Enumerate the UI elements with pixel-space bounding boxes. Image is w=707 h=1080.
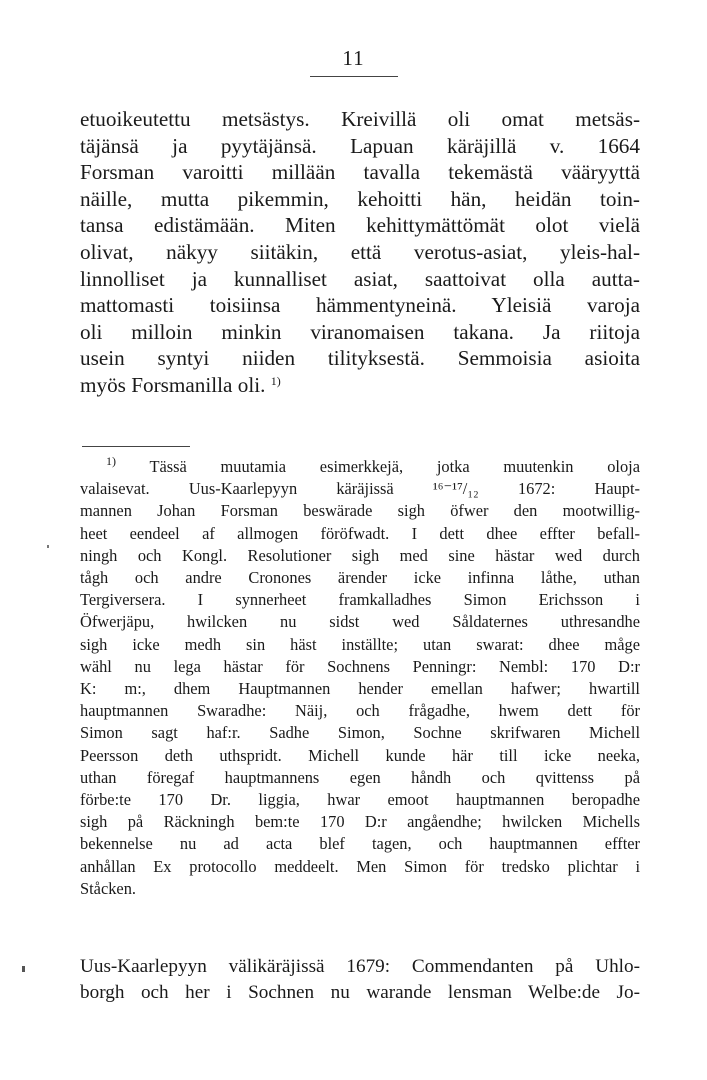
footnote-line: K: m:, dhem Hauptmannen hender emellan hafwer; hwartill [80,679,640,699]
footnote-line: bekennelse nu ad acta blef tagen, och hauptmannen effter [80,834,640,854]
margin-mark [47,545,49,548]
body-line: Forsman varoitti millään tavalla tekemästä vääryyttä [80,160,640,185]
footnote-line: anhållan Ex protocollo meddeelt. Men Simon för tredsko plichtar i [80,856,640,876]
main-paragraph [80,106,640,399]
body-line: tansa edistämään. Miten kehittymättömät olot vielä [80,213,640,238]
footnote-reference: 1) [270,373,281,388]
footnote-last-line: Ståcken. [80,878,136,898]
footnote-line: tågh och andre Cronones ärender icke infinna låthe, uthan [80,568,640,588]
lower-paragraph [80,954,640,1007]
footnote-rule [82,446,190,447]
page-number: 11 [342,46,365,70]
footnote-line: förbe:te 170 Dr. liggia, hwar emoot hauptmannen beropadhe [80,790,640,810]
body-line: mattomasti toisiinsa hämmentyneinä. Yleisiä varoja [80,293,640,318]
header-rule [310,76,398,77]
body-last-line-text: myös Forsmanilla oli. [80,372,266,397]
body-line: oli milloin minkin viranomaisen takana. Ja riitoja [80,319,640,344]
body-line: täjänsä ja pyytäjänsä. Lapuan käräjillä v. 1664 [80,133,640,158]
footnote-line: Tergiversera. I synnerheet framkalladhes Simon Erichsson i [80,590,640,610]
footnote-first-line [80,456,640,478]
body-line: näille, mutta pikemmin, kehoitti hän, heidän toin- [80,186,640,211]
margin-mark [22,966,25,972]
body-line: etuoikeutettu metsästys. Kreivillä oli omat metsäs- [80,107,640,131]
footnote-marker: 1) [106,454,116,468]
footnote-block [80,456,640,900]
footnote-line: ningh och Kongl. Resolutioner sigh med sine hästar wed durch [80,545,640,565]
lower-line: borgh och her i Sochnen nu warande lensman Welbe:de Jo- [80,982,640,1004]
footnote-first-line-text: Tässä muutamia esimerkkejä, jotka muutenkin oloja [149,457,640,476]
body-line: olivat, näkyy siitäkin, että verotus-asiat, yleis-hal- [80,239,640,264]
body-line: usein syntyi niiden tilityksestä. Semmoisia asioita [80,346,640,371]
body-last-line [80,372,640,399]
footnote-line: valaisevat. Uus-Kaarlepyyn käräjissä ¹⁶⁻¹⁷/₁₂ 1672: Haupt- [80,479,640,499]
footnote-line: uthan föregaf hauptmannens egen håndh och qvittenss på [80,767,640,787]
footnote-line: Öfwerjäpu, hwilcken nu sidst wed Såldaternes uthresandhe [80,612,640,632]
footnote-line: heet eendeel af allmogen föröfwadt. I dett dhee effter befall- [80,523,640,543]
footnote-line: sigh icke medh sin häst inställte; utan swarat: dhee måge [80,634,640,654]
footnote-line: hauptmannen Swaradhe: Näij, och frågadhe, hwem dett för [80,701,640,721]
footnote-line: Simon sagt haf:r. Sadhe Simon, Sochne skrifwaren Michell [80,723,640,743]
footnote-line: mannen Johan Forsman beswärade sigh öfwer den mootwillig- [80,501,640,521]
body-line: linnolliset ja kunnalliset asiat, saattoivat olla autta- [80,266,640,291]
footnote-line: wähl nu lega hästar för Sochnens Penningr: Nembl: 170 D:r [80,656,640,676]
footnote-line: Peersson deth uthspridt. Michell kunde här till icke neeka, [80,745,640,765]
footnote-line: sigh på Räckningh bem:te 170 D:r angåendhe; hwilcken Michells [80,812,640,832]
lower-line: Uus-Kaarlepyyn välikäräjissä 1679: Commendanten på Uhlo- [80,956,640,977]
